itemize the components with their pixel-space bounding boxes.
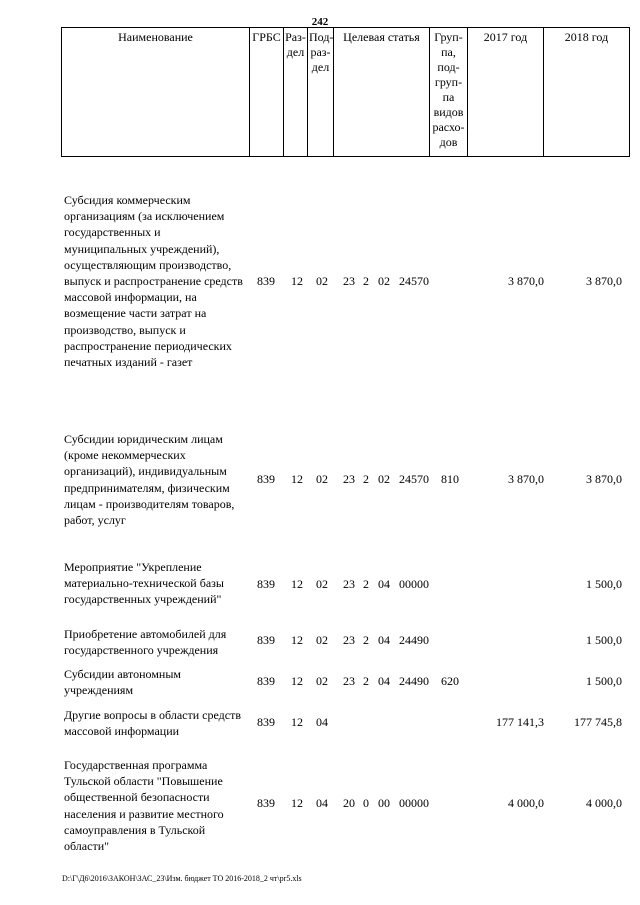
row-target-subprogram: 0 [363, 796, 369, 810]
row-vid: 620 [441, 674, 459, 688]
row-grbs: 839 [257, 633, 275, 647]
row-target-subprogram: 2 [363, 633, 369, 647]
row-grbs: 839 [257, 577, 275, 591]
row-2018: 3 870,0 [586, 274, 622, 288]
table-header [61, 27, 630, 157]
row-2017: 177 141,3 [496, 715, 544, 729]
row-target-subprogram: 2 [363, 274, 369, 288]
header-2018: 2018 год [544, 28, 630, 157]
row-podrazdel: 02 [316, 577, 328, 591]
row-2018: 1 500,0 [586, 577, 622, 591]
row-target-program: 23 [343, 274, 355, 288]
row-2018: 1 500,0 [586, 674, 622, 688]
row-target-event: 02 [378, 472, 390, 486]
row-target-direction: 24490 [399, 633, 429, 647]
row-target-event: 04 [378, 633, 390, 647]
row-target-subprogram: 2 [363, 674, 369, 688]
row-target-subprogram: 2 [363, 577, 369, 591]
row-podrazdel: 02 [316, 274, 328, 288]
row-2018: 1 500,0 [586, 633, 622, 647]
row-target-event: 02 [378, 274, 390, 288]
row-podrazdel: 04 [316, 715, 328, 729]
row-podrazdel: 02 [316, 633, 328, 647]
row-target-direction: 00000 [399, 577, 429, 591]
header-2017: 2017 год [468, 28, 544, 157]
row-podrazdel: 02 [316, 674, 328, 688]
row-razdel: 12 [291, 674, 303, 688]
row-target-event: 00 [378, 796, 390, 810]
row-razdel: 12 [291, 715, 303, 729]
row-target-event: 04 [378, 674, 390, 688]
row-2017: 3 870,0 [508, 472, 544, 486]
header-grbs: ГРБС [250, 28, 284, 157]
row-2018: 4 000,0 [586, 796, 622, 810]
row-name: Приобретение автомобилей для государственного учреждения [64, 627, 227, 658]
row-target-program: 23 [343, 577, 355, 591]
row-grbs: 839 [257, 715, 275, 729]
row-razdel: 12 [291, 577, 303, 591]
row-target-direction: 00000 [399, 796, 429, 810]
row-target-program: 20 [343, 796, 355, 810]
row-name: Другие вопросы в области средств массовой информации [64, 708, 242, 739]
header-podrazdel: Под- раз- дел [308, 28, 334, 157]
page-number: 242 [311, 16, 329, 28]
row-target-event: 04 [378, 577, 390, 591]
row-name: Государственная программа Тульской области "Повышение общественной безопасности населения и развитие местного самоуправления в Тульской области" [64, 758, 224, 854]
row-target-direction: 24570 [399, 274, 429, 288]
row-2018: 3 870,0 [586, 472, 622, 486]
row-grbs: 839 [257, 472, 275, 486]
row-target-program: 23 [343, 472, 355, 486]
row-2017: 4 000,0 [508, 796, 544, 810]
header-target: Целевая статья [334, 28, 430, 157]
row-podrazdel: 04 [316, 796, 328, 810]
header-vid: Груп- па, под- груп- па видов расхо- дов [430, 28, 468, 157]
row-razdel: 12 [291, 633, 303, 647]
row-vid: 810 [441, 472, 459, 486]
row-target-subprogram: 2 [363, 472, 369, 486]
row-grbs: 839 [257, 274, 275, 288]
row-name: Субсидии юридическим лицам (кроме некоммерческих организаций), индивидуальным предпринимателям, физическим лицам - производителям товаров, работ, услуг [64, 432, 235, 528]
row-target-direction: 24570 [399, 472, 429, 486]
row-target-program: 23 [343, 674, 355, 688]
row-razdel: 12 [291, 796, 303, 810]
row-razdel: 12 [291, 274, 303, 288]
row-2017: 3 870,0 [508, 274, 544, 288]
row-target-program: 23 [343, 633, 355, 647]
row-name: Субсидии автономным учреждениям [64, 667, 181, 698]
row-name: Субсидия коммерческим организациям (за исключением государственных и муниципальных учреждений), осуществляющим производство, выпуск и распространение средств массовой информации, на возмещение части затрат на производство, выпуск и распространение периодических печатных изданий - газет [64, 193, 243, 370]
file-path-footer: D:\Г\Д6\2016\ЗАКОН\ЗАС_23\Изм. бюджет ТО 2016-2018_2 чт\pr5.xls [62, 874, 302, 883]
row-grbs: 839 [257, 674, 275, 688]
header-name: Наименование [62, 28, 250, 157]
row-target-direction: 24490 [399, 674, 429, 688]
row-2018: 177 745,8 [574, 715, 622, 729]
row-razdel: 12 [291, 472, 303, 486]
header-razdel: Раз- дел [284, 28, 308, 157]
row-podrazdel: 02 [316, 472, 328, 486]
row-name: Мероприятие "Укрепление материально-технической базы государственных учреждений" [64, 560, 224, 607]
row-grbs: 839 [257, 796, 275, 810]
